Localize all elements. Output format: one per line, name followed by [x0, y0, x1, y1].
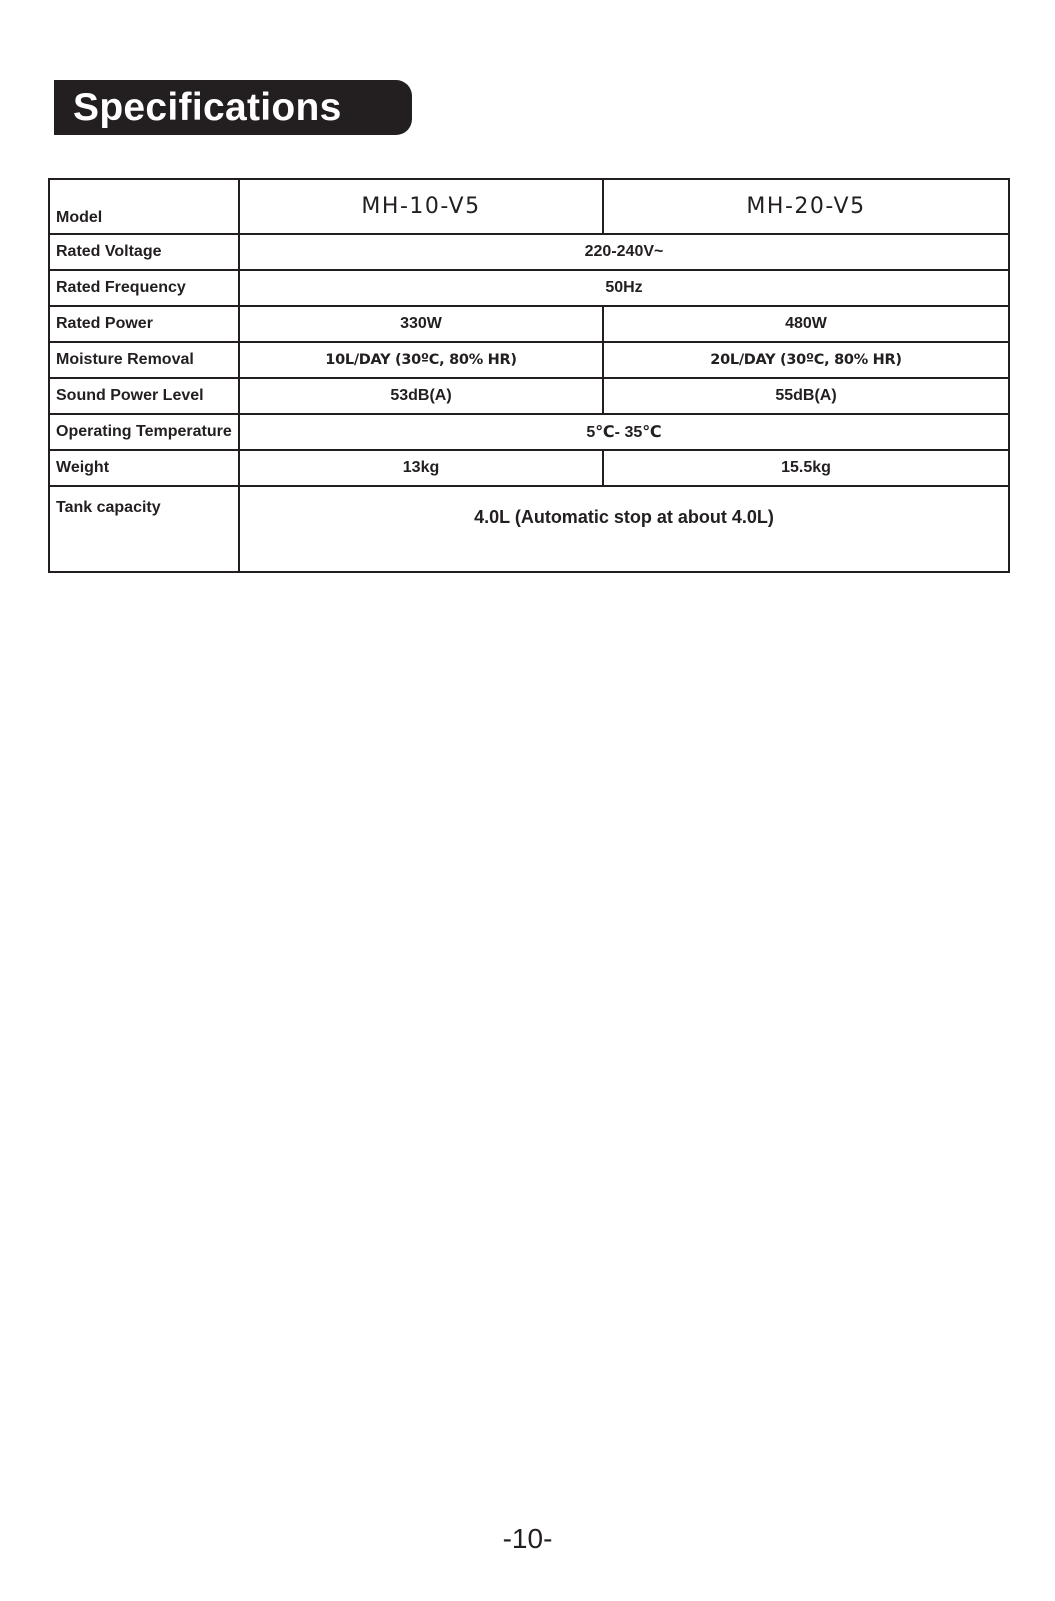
table-row-model	[49, 179, 1009, 234]
row-label-rated-power: Rated Power	[49, 306, 239, 342]
table-row-rated-frequency	[49, 270, 1009, 306]
moisture-removal-value-1: 10L/DAY (30ºC, 80% HR)	[239, 342, 603, 378]
row-label-weight: Weight	[49, 450, 239, 486]
table-row-weight	[49, 450, 1009, 486]
moisture-removal-value-2: 20L/DAY (30ºC, 80% HR)	[603, 342, 1009, 378]
rated-frequency-value: 50Hz	[239, 270, 1009, 306]
rated-power-value-1: 330W	[239, 306, 603, 342]
weight-value-2: 15.5kg	[603, 450, 1009, 486]
row-label-rated-frequency: Rated Frequency	[49, 270, 239, 306]
sound-power-level-value-1: 53dB(A)	[239, 378, 603, 414]
specifications-table	[48, 178, 1010, 573]
model-value-1: MH-10-V5	[239, 179, 603, 234]
row-label-rated-voltage: Rated Voltage	[49, 234, 239, 270]
rated-power-value-2: 480W	[603, 306, 1009, 342]
table-row-operating-temperature	[49, 414, 1009, 450]
model-value-2: MH-20-V5	[603, 179, 1009, 234]
table-row-rated-power	[49, 306, 1009, 342]
section-title: Specifications	[73, 86, 342, 129]
rated-voltage-value: 220-240V~	[239, 234, 1009, 270]
row-label-sound-power-level: Sound Power Level	[49, 378, 239, 414]
row-label-moisture-removal: Moisture Removal	[49, 342, 239, 378]
section-title-banner	[54, 80, 412, 135]
weight-value-1: 13kg	[239, 450, 603, 486]
row-label-operating-temperature: Operating Temperature	[49, 414, 239, 450]
table-row-moisture-removal	[49, 342, 1009, 378]
row-label-model: Model	[49, 179, 239, 234]
table-row-sound-power-level	[49, 378, 1009, 414]
page-number: -10-	[502, 1523, 553, 1554]
tank-capacity-value: 4.0L (Automatic stop at about 4.0L)	[239, 486, 1009, 572]
row-label-tank-capacity: Tank capacity	[49, 486, 239, 572]
operating-temperature-value: 5℃- 35℃	[239, 414, 1009, 450]
table-row-tank-capacity	[49, 486, 1009, 572]
sound-power-level-value-2: 55dB(A)	[603, 378, 1009, 414]
table-row-rated-voltage	[49, 234, 1009, 270]
